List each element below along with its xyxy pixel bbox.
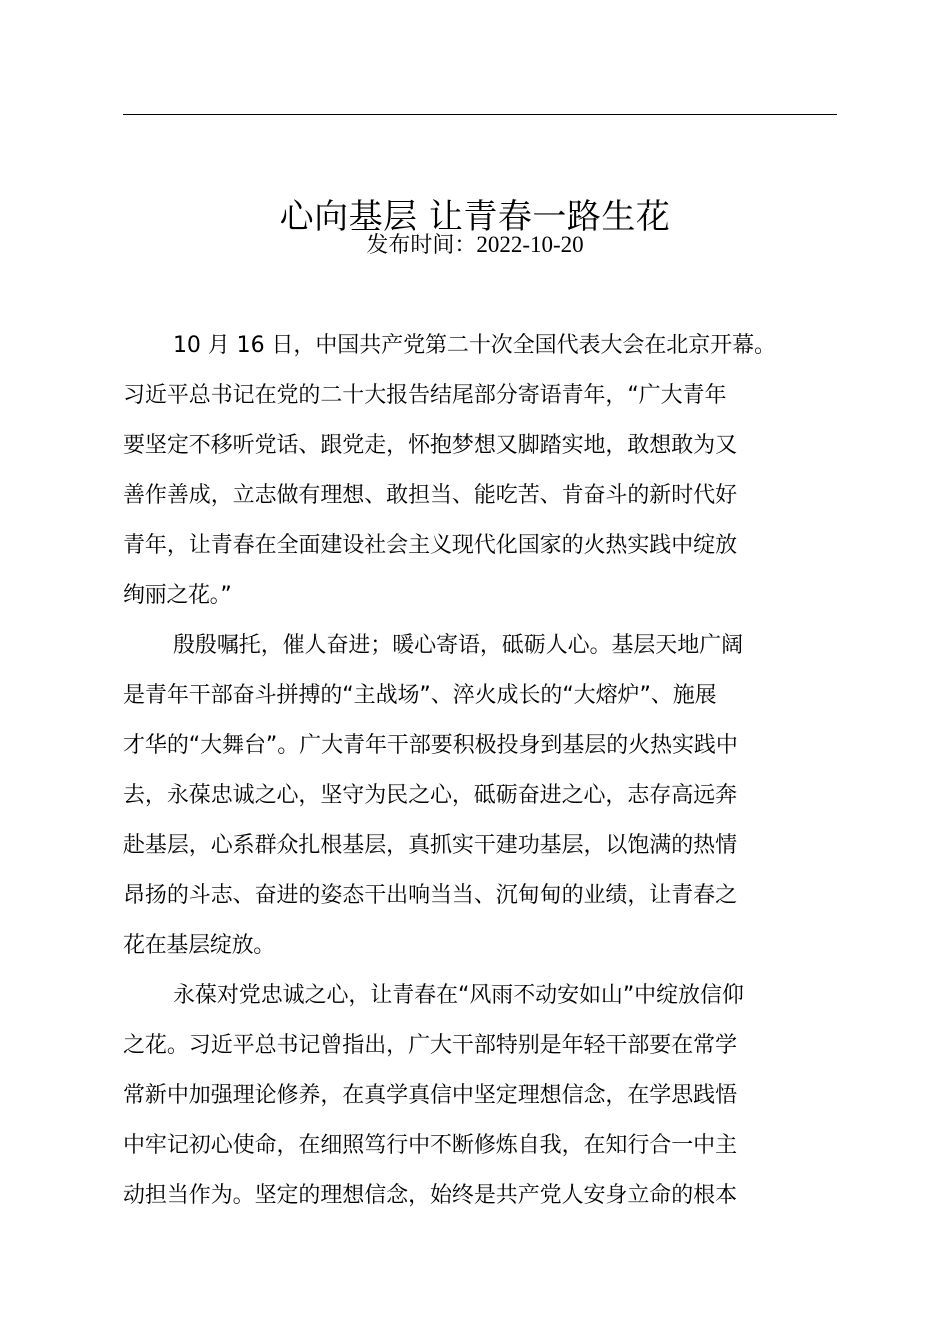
paragraph-line: 花在基层绽放。	[123, 933, 276, 958]
paragraph-line: 绚丽之花。”	[123, 583, 232, 608]
paragraph-line: 永葆对党忠诚之心，让青春在“风雨不动安如山”中绽放信仰	[173, 983, 744, 1008]
header-rule	[123, 114, 837, 115]
paragraph-2	[123, 621, 839, 971]
publish-date-value: 2022-10-20	[476, 232, 584, 257]
paragraph-line: 殷殷嘱托，催人奋进；暖心寄语，砥砺人心。基层天地广阔	[173, 633, 744, 658]
paragraph-line: 青年，让青春在全面建设社会主义现代化国家的火热实践中绽放	[123, 533, 738, 558]
publish-date-label: 发布时间：	[366, 233, 477, 258]
paragraph-line: 常新中加强理论修养，在真学真信中坚定理想信念，在学思践悟	[123, 1083, 738, 1108]
paragraph-line: 中牢记初心使命，在细照笃行中不断修炼自我，在知行合一中主	[123, 1133, 738, 1158]
article-title: 心向基层 让青春一路生花	[279, 196, 671, 237]
paragraph-line: 昂扬的斗志、奋进的姿态干出响当当、沉甸甸的业绩，让青春之	[123, 883, 738, 908]
publish-date	[0, 230, 950, 261]
paragraph-line: 要坚定不移听党话、跟党走，怀抱梦想又脚踏实地，敢想敢为又	[123, 433, 738, 458]
paragraph-line: 动担当作为。坚定的理想信念，始终是共产党人安身立命的根本	[123, 1183, 738, 1208]
paragraph-line: 习近平总书记在党的二十大报告结尾部分寄语青年，“广大青年	[123, 383, 727, 408]
paragraph-line: 才华的“大舞台”。广大青年干部要积极投身到基层的火热实践中	[123, 733, 738, 758]
article-body	[123, 321, 839, 1221]
paragraph-line: 赴基层，心系群众扎根基层，真抓实干建功基层，以饱满的热情	[123, 833, 738, 858]
paragraph-line: 是青年干部奋斗拼搏的“主战场”、淬火成长的“大熔炉”、施展	[123, 683, 717, 708]
paragraph-3	[123, 971, 839, 1221]
paragraph-line: 之花。习近平总书记曾指出，广大干部特别是年轻干部要在常学	[123, 1033, 738, 1058]
paragraph-line: 去，永葆忠诚之心，坚守为民之心，砥砺奋进之心，志存高远奔	[123, 783, 738, 808]
paragraph-line: 善作善成，立志做有理想、敢担当、能吃苦、肯奋斗的新时代好	[123, 483, 738, 508]
paragraph-1	[123, 321, 839, 621]
paragraph-line: 10 月 16 日，中国共产党第二十次全国代表大会在北京开幕。	[173, 333, 776, 358]
